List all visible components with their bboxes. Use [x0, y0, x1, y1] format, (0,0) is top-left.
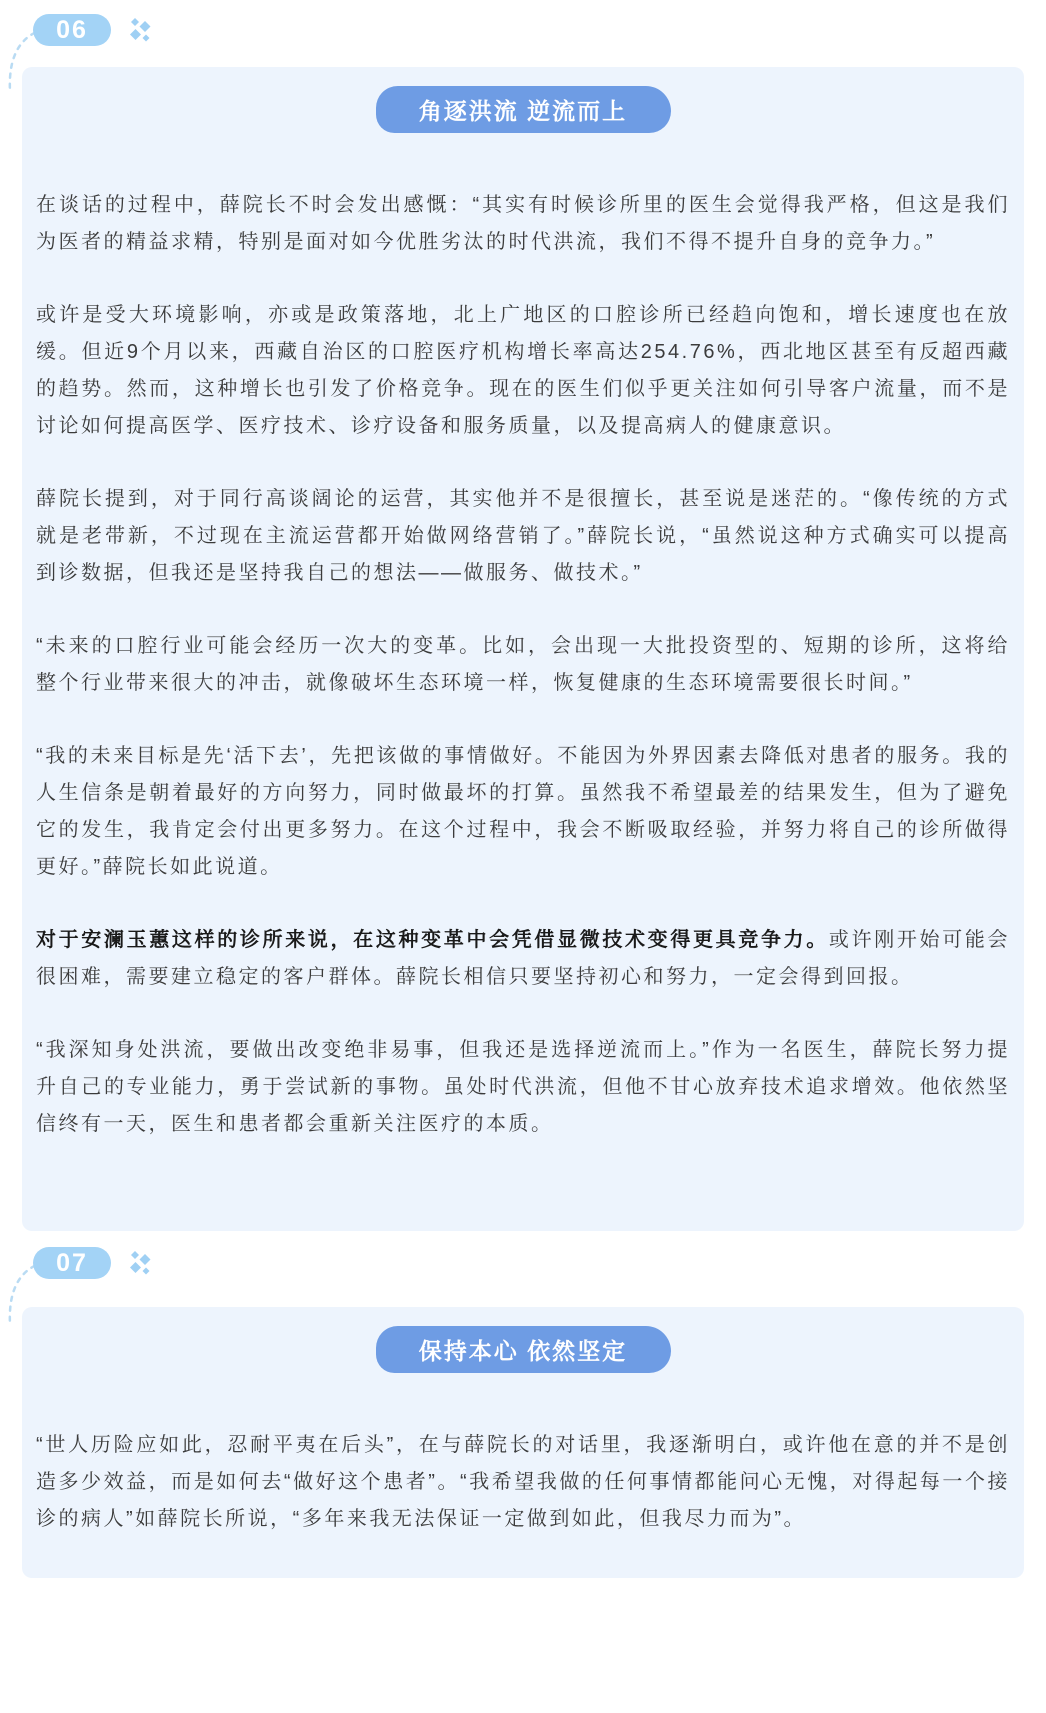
section-07-title: 保持本心 依然坚定 [418, 1338, 628, 1364]
section-07 [0, 1246, 1046, 1578]
section-06-title-pill [376, 86, 671, 133]
section-number: 06 [56, 15, 88, 44]
paragraph: “世人历险应如此，忍耐平夷在后头”，在与薛院长的对话里，我逐渐明白，或许他在意的并不是创造多少效益，而是如何去“做好这个患者”。“我希望我做的任何事情都能问心无愧，对得起每一个接诊的病人”如薛院长所说，“多年来我无法保证一定做到如此，但我尽力而为”。 [36, 1434, 1010, 1530]
section-number: 07 [56, 1248, 88, 1277]
section-06-card [22, 67, 1024, 1231]
section-06-header-row [0, 13, 1046, 47]
paragraph: 在谈话的过程中，薛院长不时会发出感慨：“其实有时候诊所里的医生会觉得我严格，但这是我们为医者的精益求精，特别是面对如今优胜劣汰的时代洪流，我们不得不提升自身的竞争力。” [36, 194, 1010, 253]
sparkle-icon [127, 1250, 153, 1276]
bold-lead-text: 对于安澜玉蕙这样的诊所来说，在这种变革中会凭借显微技术变得更具竞争力。 [36, 929, 829, 951]
section-07-header-row [0, 1246, 1046, 1280]
section-06 [0, 13, 1046, 1231]
sparkle-icon [127, 17, 153, 43]
paragraph: “我深知身处洪流，要做出改变绝非易事，但我还是选择逆流而上。”作为一名医生，薛院长努力提升自己的专业能力，勇于尝试新的事物。虽处时代洪流，但他不甘心放弃技术追求增效。他依然坚信终有一天，医生和患者都会重新关注医疗的本质。 [36, 1039, 1010, 1135]
section-number-badge [33, 1247, 111, 1279]
paragraph: 或许是受大环境影响，亦或是政策落地，北上广地区的口腔诊所已经趋向饱和，增长速度也在放缓。但近9个月以来，西藏自治区的口腔医疗机构增长率高达254.76%，西北地区甚至有反超西藏的趋势。然而，这种增长也引发了价格竞争。现在的医生们似乎更关注如何引导客户流量，而不是讨论如何提高医学、医疗技术、诊疗设备和服务质量，以及提高病人的健康意识。 [36, 304, 1010, 437]
section-07-card [22, 1307, 1024, 1578]
paragraph: “未来的口腔行业可能会经历一次大的变革。比如，会出现一大批投资型的、短期的诊所，这将给整个行业带来很大的冲击，就像破坏生态环境一样，恢复健康的生态环境需要很长时间。” [36, 635, 1010, 694]
paragraph: 薛院长提到，对于同行高谈阔论的运营，其实他并不是很擅长，甚至说是迷茫的。“像传统的方式就是老带新，不过现在主流运营都开始做网络营销了。”薛院长说，“虽然说这种方式确实可以提高到诊数据，但我还是坚持我自己的想法——做服务、做技术。” [36, 488, 1010, 584]
paragraph: “我的未来目标是先‘活下去’，先把该做的事情做好。不能因为外界因素去降低对患者的服务。我的人生信条是朝着最好的方向努力，同时做最坏的打算。虽然我不希望最差的结果发生，但为了避免它的发生，我肯定会付出更多努力。在这个过程中，我会不断吸取经验，并努力将自己的诊所做得更好。”薛院长如此说道。 [36, 745, 1010, 878]
section-06-title: 角逐洪流 逆流而上 [418, 98, 628, 124]
section-number-badge [33, 14, 111, 46]
section-07-title-pill [376, 1326, 671, 1373]
paragraph-with-bold-lead: 对于安澜玉蕙这样的诊所来说，在这种变革中会凭借显微技术变得更具竞争力。或许刚开始可能会很困难，需要建立稳定的客户群体。薛院长相信只要坚持初心和努力，一定会得到回报。 [36, 929, 1011, 988]
